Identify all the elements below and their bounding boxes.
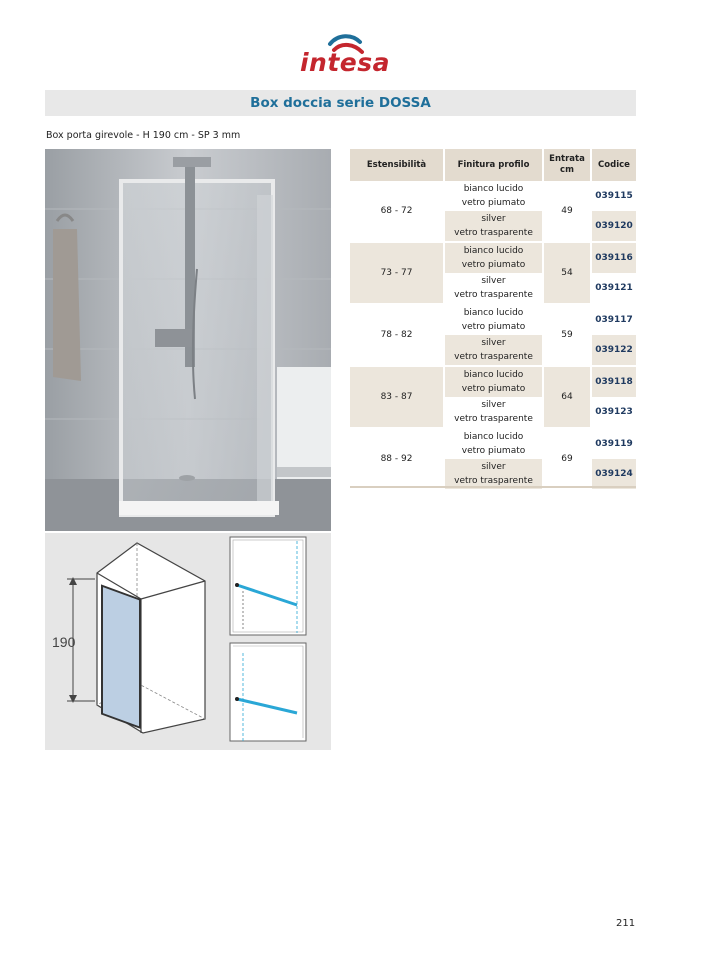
cell-entrata: 59 (543, 304, 591, 366)
cell-entrata: 69 (543, 428, 591, 489)
cell-entrata: 54 (543, 242, 591, 304)
table-row (350, 242, 636, 273)
finish-text: bianco lucido (463, 308, 524, 318)
table-row (350, 428, 636, 459)
product-code: 039119 (595, 439, 633, 449)
finish-text: vetro trasparente (454, 476, 533, 486)
finish-text: silver (481, 214, 506, 224)
finish-text: bianco lucido (463, 246, 524, 256)
dimension-drawing-icon (45, 533, 331, 750)
page-title: Box doccia serie DOSSA (250, 95, 431, 111)
cell-finitura (444, 181, 543, 211)
cell-codice (591, 459, 636, 489)
cell-finitura (444, 397, 543, 428)
finish-text: silver (481, 338, 506, 348)
height-label: 190 (52, 634, 76, 650)
product-code: 039124 (595, 469, 633, 479)
cell-estensibilita: 78 - 82 (350, 304, 444, 366)
page-number: 211 (616, 918, 636, 929)
table-row (350, 366, 636, 397)
cell-finitura (444, 335, 543, 366)
table-bottom-rule (350, 486, 636, 488)
finish-text: silver (481, 400, 506, 410)
col-finitura: Finitura profilo (444, 149, 543, 181)
table-header-row (350, 149, 636, 181)
spec-table (350, 149, 636, 489)
finish-text: silver (481, 276, 506, 286)
cell-codice (591, 397, 636, 428)
finish-text: vetro piumato (461, 260, 526, 270)
cell-entrata: 49 (543, 181, 591, 242)
product-code: 039122 (595, 345, 633, 355)
finish-text: bianco lucido (463, 184, 524, 194)
logo-wordmark: intesa (299, 48, 391, 77)
col-estensibilita: Estensibilità (350, 149, 444, 181)
cell-entrata: 64 (543, 366, 591, 428)
finish-text: vetro piumato (461, 198, 526, 208)
cell-estensibilita: 68 - 72 (350, 181, 444, 242)
finish-text: vetro trasparente (454, 290, 533, 300)
cell-estensibilita: 83 - 87 (350, 366, 444, 428)
finish-text: vetro piumato (461, 322, 526, 332)
product-code: 039120 (595, 221, 633, 231)
cell-finitura (444, 459, 543, 489)
finish-text: vetro trasparente (454, 228, 533, 238)
cell-estensibilita: 88 - 92 (350, 428, 444, 489)
title-bar (45, 90, 636, 116)
cell-finitura (444, 273, 543, 304)
table-row (350, 181, 636, 211)
cell-codice (591, 273, 636, 304)
product-code: 039116 (595, 253, 633, 263)
finish-text: bianco lucido (463, 432, 524, 442)
product-code: 039121 (595, 283, 633, 293)
product-code: 039115 (595, 191, 633, 201)
product-subtitle: Box porta girevole - H 190 cm - SP 3 mm (46, 130, 241, 141)
shower-enclosure-photo-icon (45, 149, 331, 531)
cell-finitura (444, 428, 543, 459)
finish-text: silver (481, 462, 506, 472)
finish-text: bianco lucido (463, 370, 524, 380)
product-code: 039118 (595, 377, 633, 387)
cell-finitura (444, 366, 543, 397)
cell-finitura (444, 242, 543, 273)
technical-diagram (45, 533, 331, 750)
cell-codice (591, 211, 636, 242)
finish-text: vetro trasparente (454, 414, 533, 424)
col-entrata: Entrata cm (543, 149, 591, 181)
cell-codice (591, 366, 636, 397)
cell-codice (591, 242, 636, 273)
finish-text: vetro piumato (461, 384, 526, 394)
cell-codice (591, 428, 636, 459)
cell-codice (591, 335, 636, 366)
product-code: 039123 (595, 407, 633, 417)
product-photo (45, 149, 331, 531)
cell-codice (591, 181, 636, 211)
cell-finitura (444, 304, 543, 335)
product-code: 039117 (595, 315, 633, 325)
finish-text: vetro piumato (461, 446, 526, 456)
brand-logo (290, 34, 400, 84)
cell-codice (591, 304, 636, 335)
col-codice: Codice (591, 149, 636, 181)
cell-finitura (444, 211, 543, 242)
table-row (350, 304, 636, 335)
finish-text: vetro trasparente (454, 352, 533, 362)
cell-estensibilita: 73 - 77 (350, 242, 444, 304)
